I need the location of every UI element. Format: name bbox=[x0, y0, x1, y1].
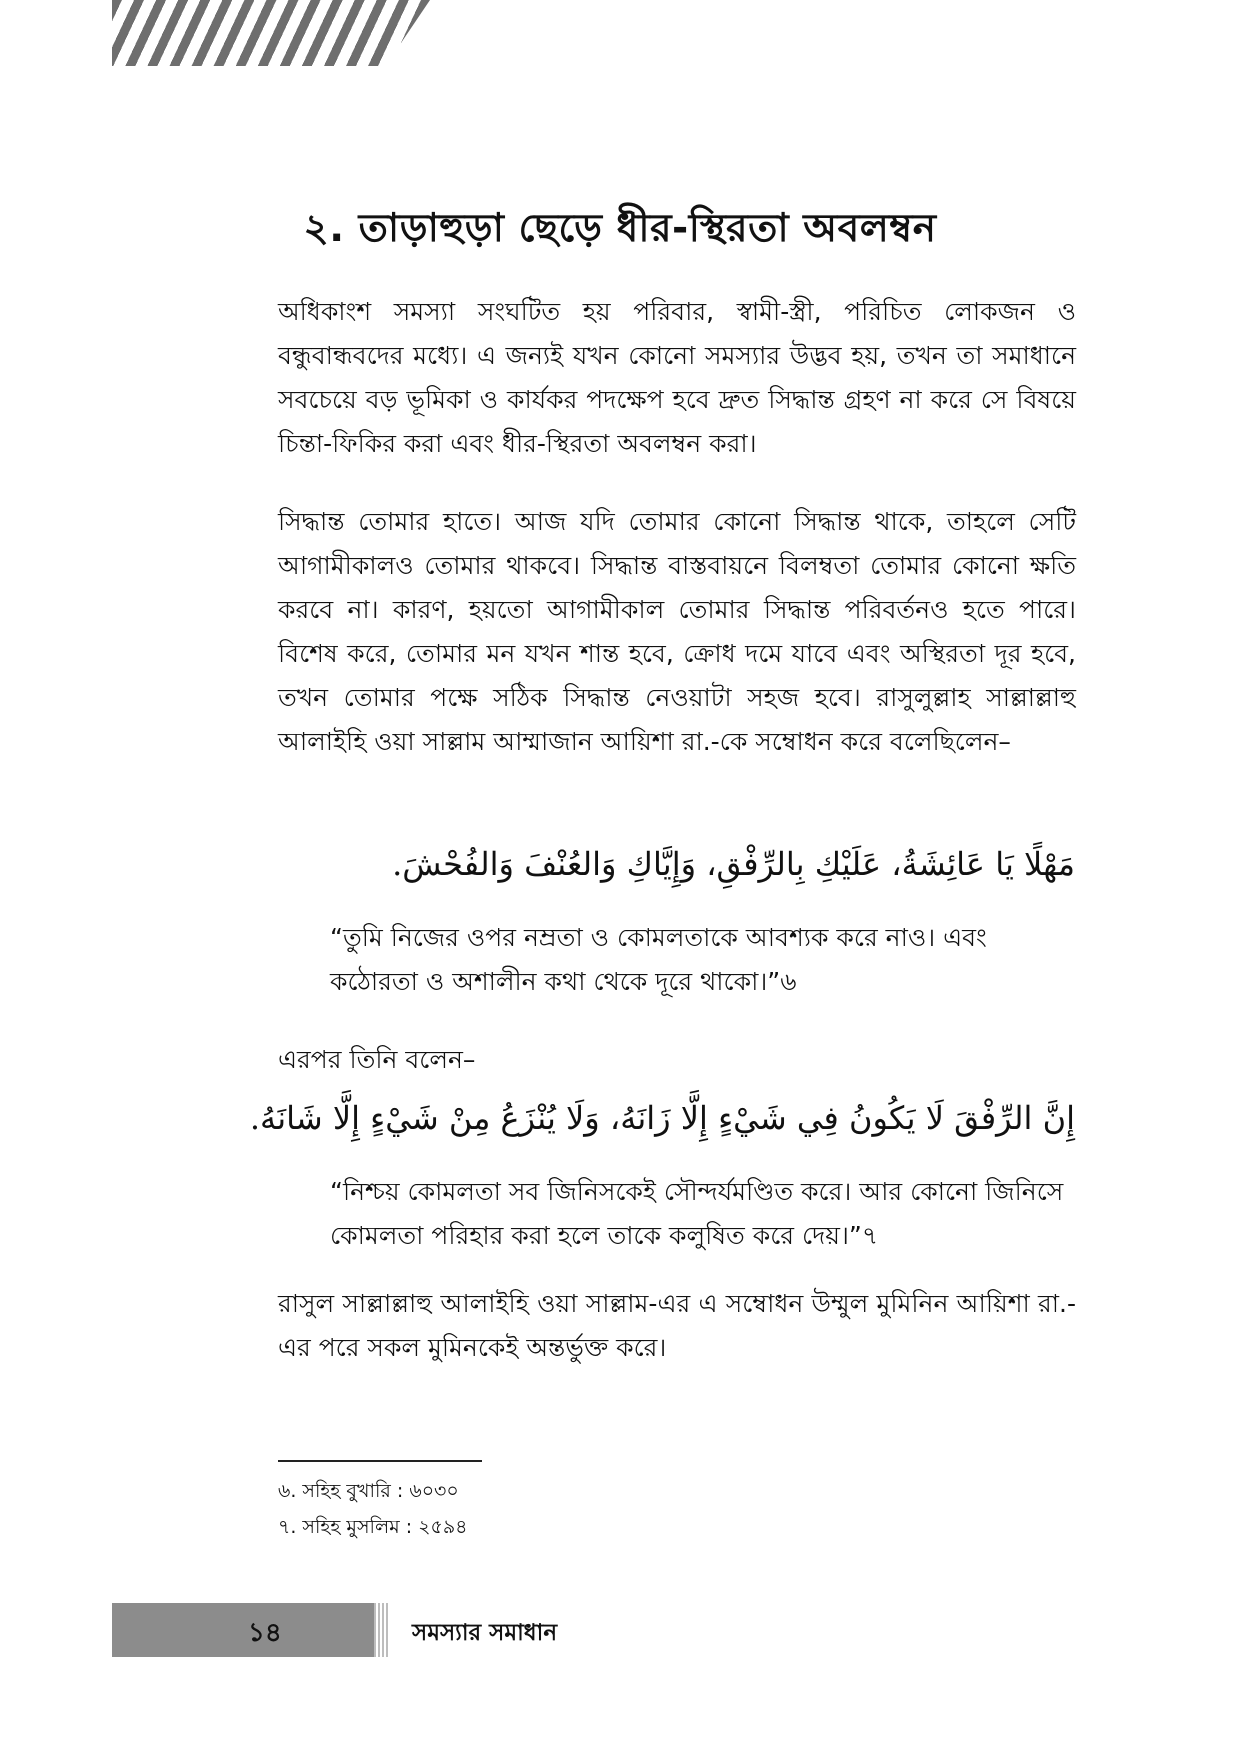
footnote-divider bbox=[278, 1460, 482, 1462]
footnote-7: ৭. সহিহ মুসলিম : ২৫৯৪ bbox=[278, 1516, 468, 1538]
arabic-hadith-2: إِنَّ الرِّفْقَ لَا يَكُونُ فِي شَيْءٍ إِلَّا زَانَهُ، وَلَا يُنْزَعُ مِنْ شَيْءٍ إِلَّا شَانَهُ. bbox=[249, 1099, 1075, 1137]
translation-quote-1: “তুমি নিজের ওপর নম্রতা ও কোমলতাকে আবশ্যক করে নাও। এবং কঠোরতা ও অশালীন কথা থেকে দূরে থাকো।”৬ bbox=[330, 923, 987, 996]
page-number: ১৪ bbox=[248, 1618, 282, 1648]
paragraph-intro: অধিকাংশ সমস্যা সংঘটিত হয় পরিবার, স্বামী-স্ত্রী, পরিচিত লোকজন ও বন্ধুবান্ধবদের মধ্যে। এ জন্যই যখন কোনো সমস্যার উদ্ভব হয়, তখন তা সমাধানে সবচেয়ে বড় ভূমিকা ও কার্যকর পদক্ষেপ হবে দ্রুত সিদ্ধান্ত গ্রহণ না করে সে বিষয়ে চিন্তা-ফিকির করা এবং ধীর-স্থিরতা অবলম্বন করা। bbox=[278, 297, 1076, 458]
decorative-header-stripes bbox=[112, 0, 430, 66]
section-heading: ২. তাড়াহুড়া ছেড়ে ধীর-স্থিরতা অবলম্বন bbox=[303, 206, 937, 251]
translation-quote-2: “নিশ্চয় কোমলতা সব জিনিসকেই সৌন্দর্যমণ্ডিত করে। আর কোনো জিনিসে কোমলতা পরিহার করা হলে তাকে কলুষিত করে দেয়।”৭ bbox=[330, 1177, 1064, 1250]
paragraph-conclusion: রাসুল সাল্লাল্লাহু আলাইহি ওয়া সাল্লাম-এর এ সম্বোধন উম্মুল মুমিনিন আয়িশা রা.-এর পরে সকল মুমিনকেই অন্তর্ভুক্ত করে। bbox=[278, 1289, 1076, 1362]
paragraph-decision: সিদ্ধান্ত তোমার হাতে। আজ যদি তোমার কোনো সিদ্ধান্ত থাকে, তাহলে সেটি আগামীকালও তোমার থাকবে। সিদ্ধান্ত বাস্তবায়নে বিলম্বতা তোমার কোনো ক্ষতি করবে না। কারণ, হয়তো আগামীকাল তোমার সিদ্ধান্ত পরিবর্তনও হতে পারে। বিশেষ করে, তোমার মন যখন শান্ত হবে, ক্রোধ দমে যাবে এবং অস্থিরতা দূর হবে, তখন তোমার পক্ষে সঠিক সিদ্ধান্ত নেওয়াটা সহজ হবে। রাসুলুল্লাহ সাল্লাল্লাহু আলাইহি ওয়া সাল্লাম আম্মাজান আয়িশা রা.-কে সম্বোধন করে বলেছিলেন– bbox=[278, 507, 1076, 756]
footnote-6: ৬. সহিহ বুখারি : ৬০৩০ bbox=[278, 1480, 459, 1502]
footer-bar bbox=[112, 1603, 374, 1657]
footer-stripes bbox=[374, 1603, 390, 1657]
arabic-hadith-1: مَهْلًا يَا عَائِشَةُ، عَلَيْكِ بِالرِّفْقِ، وَإِيَّاكِ وَالعُنْفَ وَالفُحْشَ. bbox=[392, 845, 1075, 883]
paragraph-then-he-said: এরপর তিনি বলেন– bbox=[278, 1045, 476, 1074]
book-title: সমস্যার সমাধান bbox=[412, 1620, 558, 1646]
